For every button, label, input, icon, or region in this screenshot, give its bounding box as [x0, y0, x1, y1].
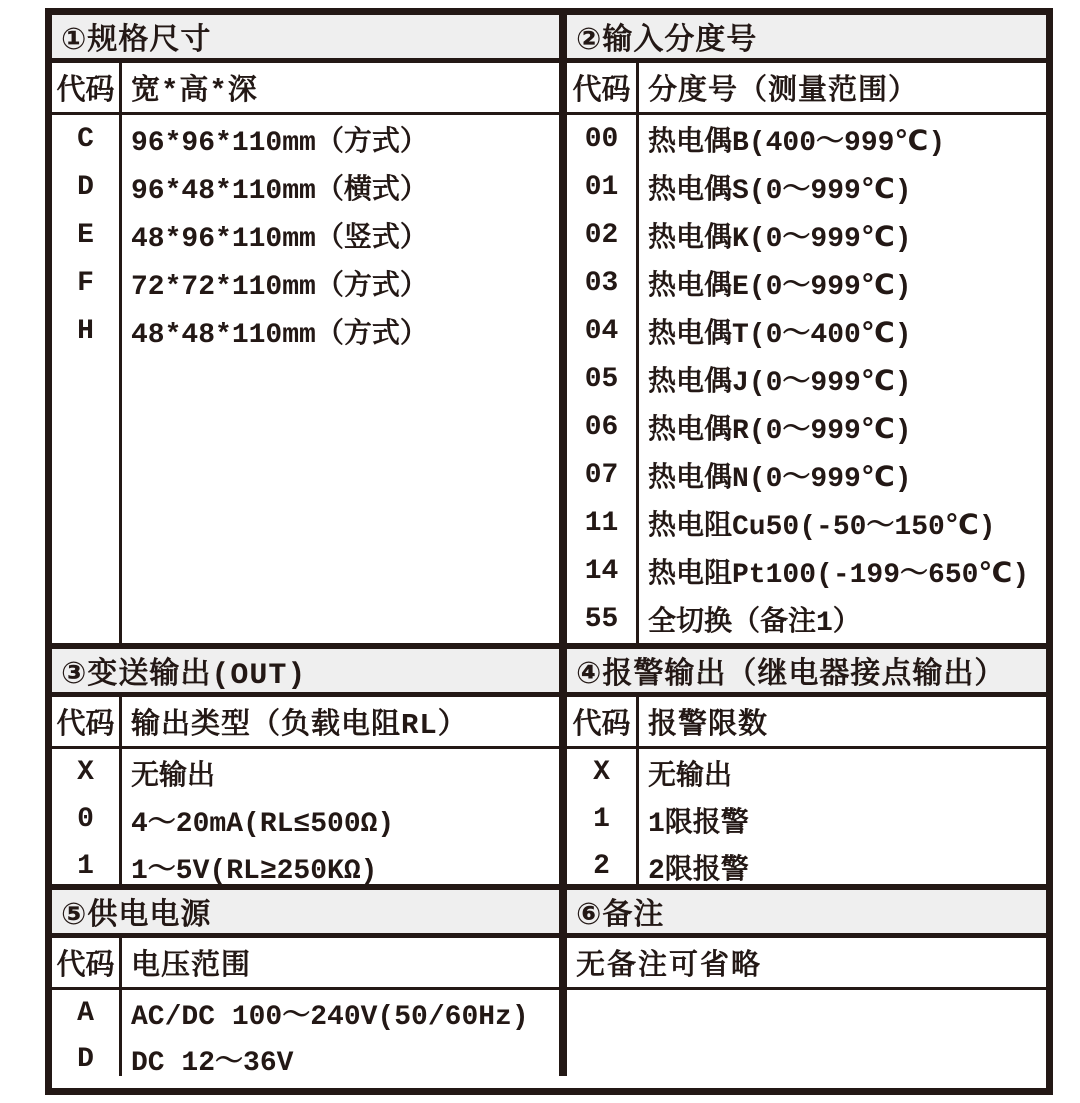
code-column [52, 115, 122, 643]
desc-cell: 热电偶N(0～999℃) [648, 464, 912, 495]
desc-cell: 热电偶K(0～999℃) [648, 224, 912, 255]
desc-cell: 热电偶E(0～999℃) [648, 272, 912, 303]
data-rows [52, 115, 559, 643]
desc-cell: 无输出 [648, 761, 733, 793]
desc-cell: DC 12～36V [131, 1048, 294, 1076]
code-cell: 55 [584, 603, 619, 635]
ordering-code-spec-table [45, 8, 1053, 1095]
section-input-graduation [567, 15, 1046, 643]
desc-column-header: 宽*高*深 [131, 75, 258, 108]
code-cell: A [77, 997, 94, 1029]
desc-cell: 96*96*110mm（方式） [131, 128, 428, 159]
desc-column [122, 990, 559, 1076]
desc-column-header: 报警限数 [648, 709, 769, 742]
code-column-header: 代码 [567, 63, 639, 112]
section-spec-size [52, 15, 567, 643]
code-cell: 03 [584, 267, 619, 299]
desc-cell: 热电阻Cu50(-50～150℃) [648, 512, 996, 543]
section-title-input-graduation: ②输入分度号 [567, 15, 1046, 63]
section-remark [567, 890, 1046, 1076]
code-cell: 00 [584, 123, 619, 155]
code-cell: 0 [77, 804, 94, 835]
band-1 [52, 15, 1046, 643]
column-header-row [52, 697, 559, 749]
remark-empty-cell [567, 990, 1046, 1076]
section-alarm-output [567, 649, 1046, 884]
desc-column-header: 电压范围 [131, 950, 252, 983]
desc-cell: 热电阻Pt100(-199～650℃) [648, 560, 1030, 591]
code-cell: X [593, 757, 610, 788]
column-header-row [52, 938, 559, 990]
desc-cell: 无输出 [131, 761, 216, 793]
code-column-header: 代码 [52, 63, 122, 112]
code-cell: X [77, 757, 94, 788]
section-title-alarm-output: ④报警输出（继电器接点输出） [567, 649, 1046, 697]
code-cell: 01 [584, 171, 619, 203]
code-cell: D [77, 171, 94, 203]
data-rows [52, 990, 559, 1076]
desc-cell: 4～20mA(RL≤500Ω) [131, 808, 395, 840]
code-cell: 02 [584, 219, 619, 251]
data-rows [52, 749, 559, 884]
desc-column-header: 分度号（测量范围） [648, 75, 919, 108]
desc-cell: AC/DC 100～240V(50/60Hz) [131, 1002, 529, 1033]
code-column-header: 代码 [52, 938, 122, 987]
code-cell: 2 [593, 851, 610, 882]
code-cell: 11 [584, 507, 619, 539]
desc-cell: 热电偶R(0～999℃) [648, 416, 912, 447]
column-header-row [567, 697, 1046, 749]
desc-cell: 2限报警 [648, 855, 749, 884]
code-cell: 06 [584, 411, 619, 443]
section-title-spec-size: ①规格尺寸 [52, 15, 559, 63]
section-power-supply [52, 890, 567, 1076]
code-cell: 1 [77, 851, 94, 882]
desc-cell: 1限报警 [648, 808, 749, 840]
band-3 [52, 884, 1046, 1076]
code-cell: 04 [584, 315, 619, 347]
code-cell: 05 [584, 363, 619, 395]
desc-cell: 热电偶J(0～999℃) [648, 368, 912, 399]
code-cell: 07 [584, 459, 619, 491]
band-2 [52, 643, 1046, 884]
desc-cell: 48*48*110mm（方式） [131, 320, 428, 351]
desc-column [639, 749, 1046, 884]
code-cell: E [77, 219, 94, 251]
desc-column-header: 输出类型（负载电阻RL） [131, 709, 468, 742]
desc-cell: 1～5V(RL≥250KΩ) [131, 855, 378, 884]
code-cell: H [77, 315, 94, 347]
code-column [567, 749, 639, 884]
data-rows [567, 749, 1046, 884]
desc-cell: 全切换（备注1） [648, 608, 861, 639]
section-title-remark: ⑥备注 [567, 890, 1046, 938]
code-column [52, 749, 122, 884]
desc-column [122, 749, 559, 884]
column-header-row [567, 63, 1046, 115]
section-title-power-supply: ⑤供电电源 [52, 890, 559, 938]
desc-column [639, 115, 1046, 643]
data-rows [567, 115, 1046, 643]
code-column [567, 115, 639, 643]
code-cell: 14 [584, 555, 619, 587]
code-cell: D [77, 1043, 94, 1075]
desc-cell: 96*48*110mm（横式） [131, 176, 428, 207]
desc-cell: 热电偶T(0～400℃) [648, 320, 912, 351]
column-header-row [52, 63, 559, 115]
desc-cell: 72*72*110mm（方式） [131, 272, 428, 303]
code-cell: C [77, 123, 94, 155]
desc-cell: 热电偶B(400～999℃) [648, 128, 946, 159]
desc-cell: 48*96*110mm（竖式） [131, 224, 428, 255]
desc-column [122, 115, 559, 643]
code-cell: 1 [593, 804, 610, 835]
code-column-header: 代码 [567, 697, 639, 746]
remark-note: 无备注可省略 [567, 938, 1046, 990]
code-cell: F [77, 267, 94, 299]
code-column-header: 代码 [52, 697, 122, 746]
desc-cell: 热电偶S(0～999℃) [648, 176, 912, 207]
section-title-transmit-output: ③变送输出(OUT) [52, 649, 559, 697]
section-transmit-output [52, 649, 567, 884]
code-column [52, 990, 122, 1076]
